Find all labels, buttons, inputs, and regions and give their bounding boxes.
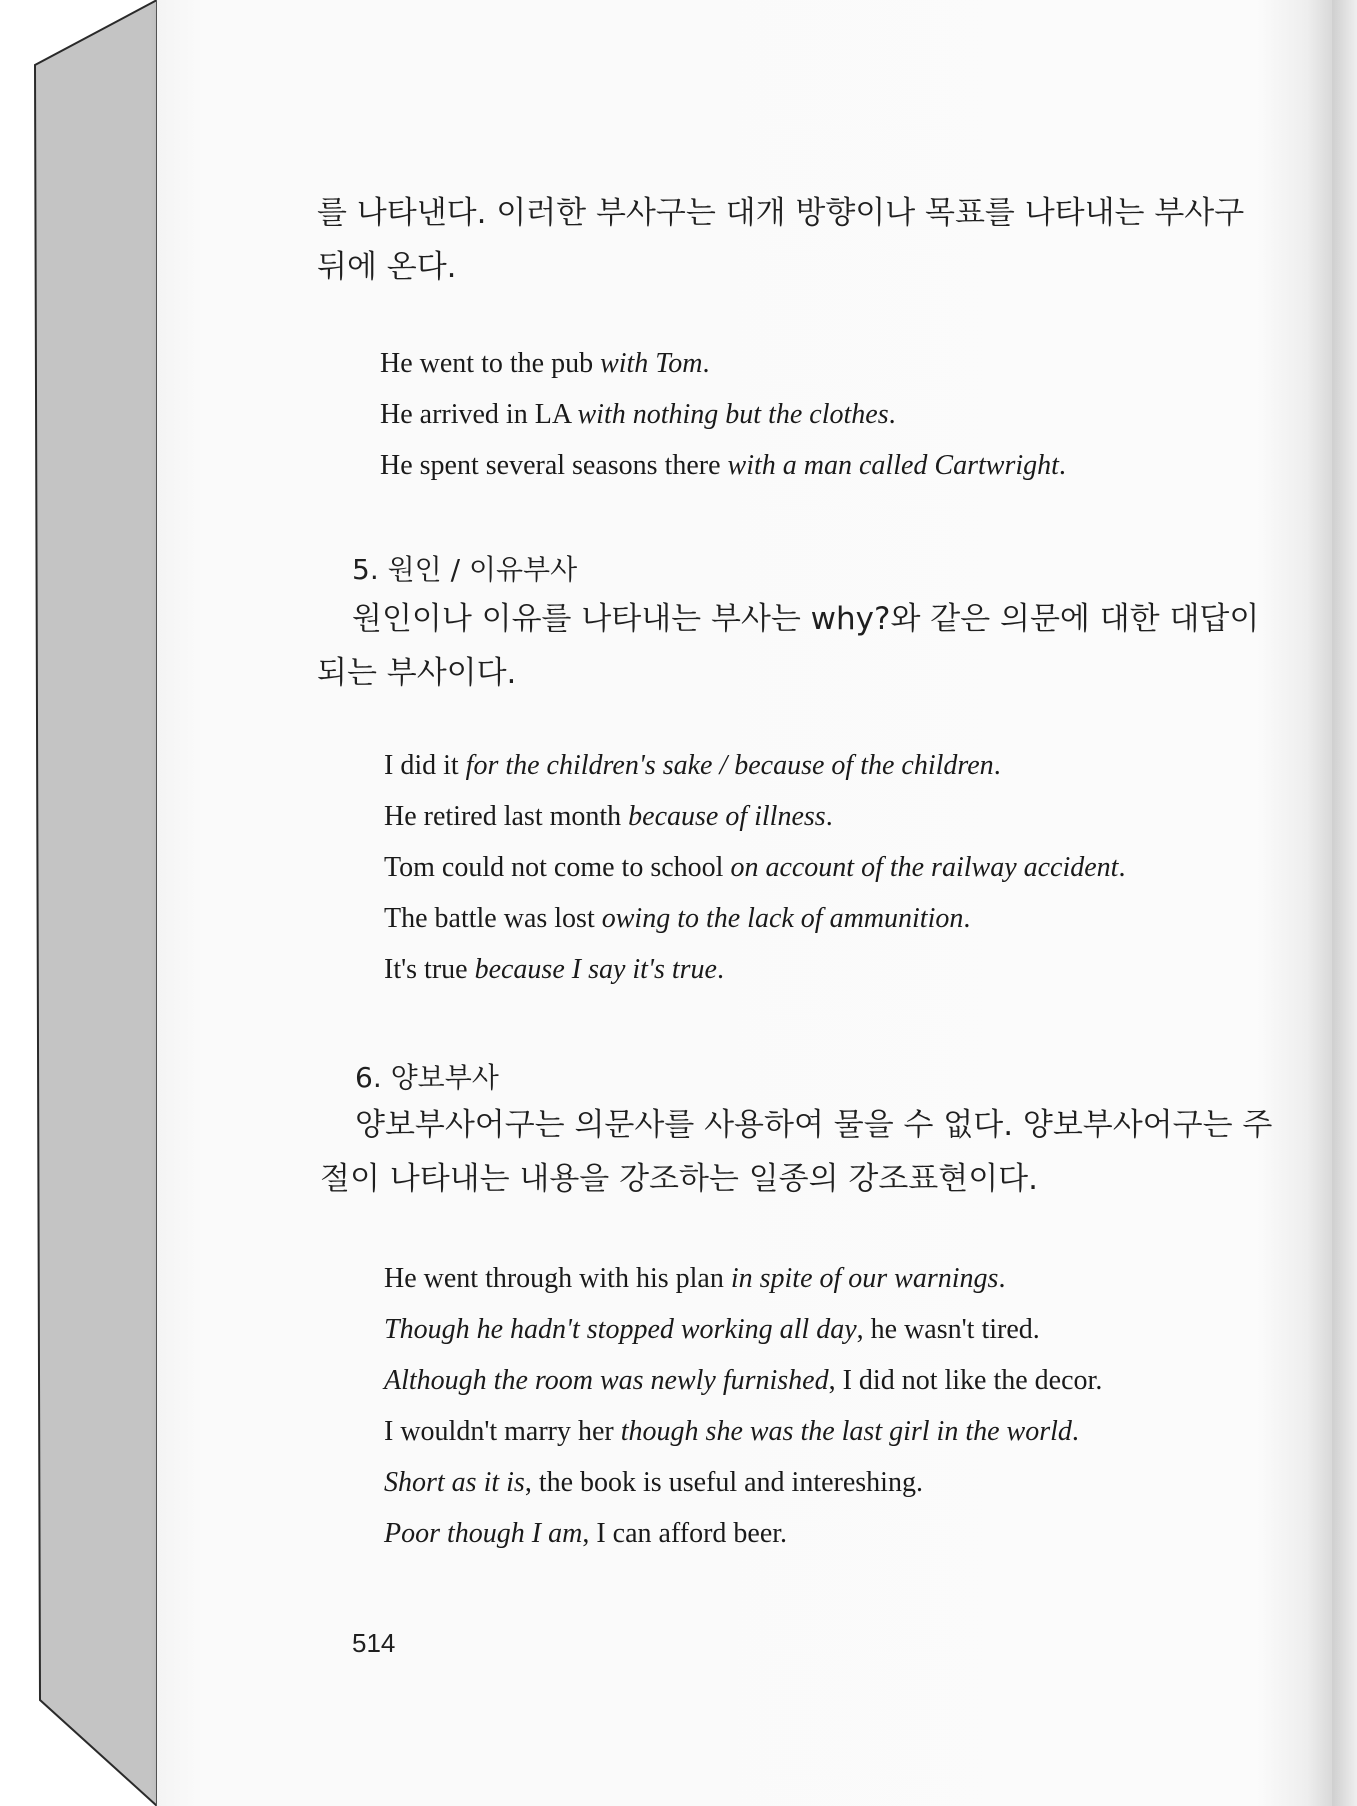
sentence-text: , I did not like the decor. <box>828 1365 1103 1396</box>
sentence-italic-text: owing to the lack of ammunition <box>601 903 964 934</box>
sentence-text: , I can afford beer. <box>582 1518 788 1549</box>
example-sentence <box>384 1253 1102 1304</box>
sentence-italic-text: Although the room was newly furnished <box>384 1365 829 1396</box>
example-sentence <box>384 944 1125 995</box>
example-sentence <box>384 791 1125 842</box>
page-content <box>157 0 1332 1806</box>
intro-line-2: 뒤에 온다. <box>317 249 457 285</box>
example-sentence <box>384 1304 1102 1355</box>
sentence-italic-text: on account of the railway accident <box>730 852 1119 883</box>
section-5-line-2: 되는 부사이다. <box>317 655 517 691</box>
sentence-text: I did it <box>384 750 466 781</box>
section-6-line-2: 절이 나타내는 내용을 강조하는 일종의 강조표현이다. <box>320 1161 1038 1197</box>
sentence-text: He arrived in LA <box>380 399 578 430</box>
sentence-text: , he wasn't tired. <box>856 1314 1040 1345</box>
sentence-text: . <box>963 903 971 934</box>
sentence-italic-text: Short as it is <box>384 1467 525 1498</box>
sentence-text: . <box>1118 852 1126 883</box>
sentence-italic-text: with Tom <box>600 348 703 379</box>
page-number: 514 <box>352 1628 396 1658</box>
sentence-italic-text: because of illness <box>628 801 826 832</box>
sentence-text: . <box>998 1263 1006 1294</box>
section-5-heading: 5. 원인 / 이유부사 <box>352 553 578 586</box>
section-6-paragraph <box>320 1098 1295 1206</box>
example-sentence <box>384 842 1125 893</box>
examples-with-list <box>380 338 1066 491</box>
sentence-text: , the book is useful and intereshing. <box>524 1467 923 1498</box>
sentence-text: It's true <box>384 954 475 985</box>
section-6-examples <box>384 1253 1102 1559</box>
sentence-text: He went to the pub <box>380 348 601 379</box>
sentence-italic-text: Though he hadn't stopped working all day <box>384 1314 857 1345</box>
example-sentence <box>384 893 1125 944</box>
section-5-paragraph <box>317 592 1292 700</box>
section-5-line-1: 원인이나 이유를 나타내는 부사는 why?와 같은 의문에 대한 대답이 <box>352 601 1260 637</box>
example-sentence <box>380 338 1066 389</box>
sentence-text: . <box>716 954 724 985</box>
intro-line-1: 를 나타낸다. 이러한 부사구는 대개 방향이나 목표를 나타내는 부사구 <box>317 195 1245 231</box>
sentence-text: I wouldn't marry her <box>384 1416 621 1447</box>
sentence-text: The battle was lost <box>384 903 602 934</box>
section-5-examples <box>384 740 1125 995</box>
intro-paragraph <box>317 186 1257 294</box>
sentence-text: . <box>702 348 710 379</box>
sentence-italic-text: though she was the last girl in the world <box>620 1416 1072 1447</box>
example-sentence <box>384 740 1125 791</box>
sentence-italic-text: with a man called Cartwright <box>727 450 1059 481</box>
example-sentence <box>380 440 1066 491</box>
sentence-text: . <box>888 399 896 430</box>
sentence-italic-text: for the children's sake / because of the children <box>465 750 994 781</box>
sentence-italic-text: Poor though I am <box>384 1518 583 1549</box>
page-edge <box>1332 0 1357 1806</box>
section-6-line-1: 양보부사어구는 의문사를 사용하여 물을 수 없다. 양보부사어구는 주 <box>355 1107 1273 1143</box>
sentence-text: . <box>1071 1416 1079 1447</box>
sentence-italic-text: because I say it's true <box>474 954 717 985</box>
sentence-text: He spent several seasons there <box>380 450 728 481</box>
section-6-heading: 6. 양보부사 <box>355 1061 499 1094</box>
sentence-text: He went through with his plan <box>384 1263 731 1294</box>
sentence-italic-text: with nothing but the clothes <box>577 399 889 430</box>
example-sentence <box>384 1508 1102 1559</box>
example-sentence <box>380 389 1066 440</box>
example-sentence <box>384 1406 1102 1457</box>
sentence-text: Tom could not come to school <box>384 852 731 883</box>
sentence-text: . <box>825 801 833 832</box>
sentence-text: . <box>993 750 1001 781</box>
example-sentence <box>384 1457 1102 1508</box>
example-sentence <box>384 1355 1102 1406</box>
sentence-text: . <box>1058 450 1066 481</box>
sentence-italic-text: in spite of our warnings <box>730 1263 999 1294</box>
sentence-text: He retired last month <box>384 801 629 832</box>
